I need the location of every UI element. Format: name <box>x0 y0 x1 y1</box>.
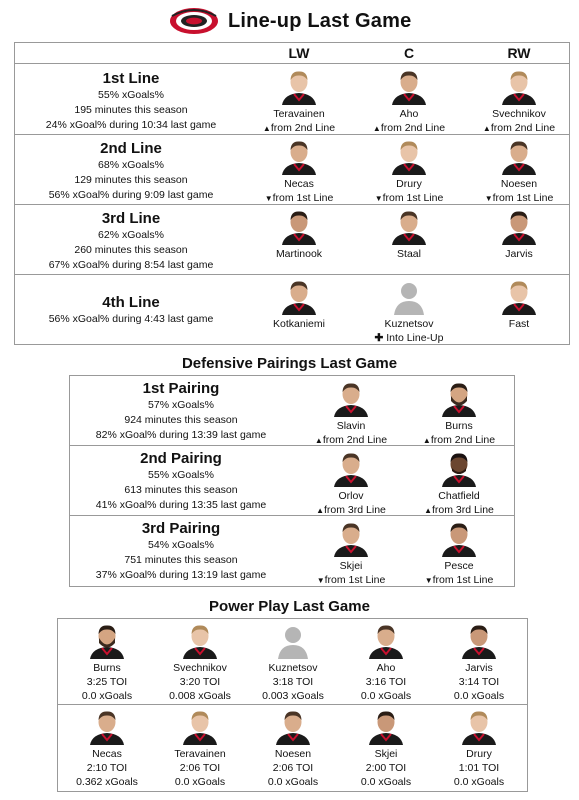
player-headshot-icon <box>440 519 478 557</box>
line-change-note: ▼from 1st Line <box>374 192 444 204</box>
expected-goals: 0.0 xGoals <box>81 690 133 702</box>
line-stat: 260 minutes this season <box>74 244 188 256</box>
column-header-lw: LW <box>288 45 310 61</box>
player-headshot-icon <box>440 449 478 487</box>
player-card <box>243 207 355 261</box>
player-headshot-icon <box>390 137 428 175</box>
player-card <box>243 277 355 331</box>
forward-lines-table <box>14 42 570 345</box>
pair-stat: 751 minutes this season <box>124 554 238 566</box>
defense-pair-row <box>70 446 514 516</box>
player-name: Drury <box>396 178 422 190</box>
player-card <box>295 519 407 588</box>
player-name: Martinook <box>275 248 323 260</box>
expected-goals: 0.362 xGoals <box>76 776 138 788</box>
player-name: Kuznetsov <box>384 318 434 330</box>
player-headshot-icon <box>460 621 498 659</box>
player-name: Teravainen <box>174 748 226 760</box>
line-info <box>15 139 247 203</box>
player-name: Teravainen <box>273 108 325 120</box>
column-header-rw: RW <box>507 45 531 61</box>
player-headshot-icon <box>367 707 405 745</box>
player-name: Drury <box>466 748 492 760</box>
player-headshot-icon <box>332 449 370 487</box>
player-card <box>295 449 407 518</box>
player-card <box>463 277 575 331</box>
line-info <box>15 209 247 273</box>
line-stat: 62% xGoals% <box>98 229 164 241</box>
player-name: Fast <box>508 318 530 330</box>
forward-line-row <box>15 65 569 135</box>
line-stat: 55% xGoals% <box>98 89 164 101</box>
time-on-ice: 1:01 TOI <box>458 762 500 774</box>
pair-stat: 613 minutes this season <box>124 484 238 496</box>
powerplay-section-title: Power Play Last Game <box>209 598 370 615</box>
player-headshot-icon <box>280 277 318 315</box>
pair-stat: 924 minutes this season <box>124 414 238 426</box>
player-name: Chatfield <box>438 490 480 502</box>
player-name: Jarvis <box>505 248 533 260</box>
arrow-up-icon: ▲ <box>316 506 325 515</box>
plus-icon: ✚ <box>374 332 384 344</box>
player-headshot-icon <box>274 707 312 745</box>
time-on-ice: 3:25 TOI <box>86 676 128 688</box>
player-headshot-icon <box>280 67 318 105</box>
arrow-up-icon: ▲ <box>262 124 271 133</box>
powerplay-table <box>57 618 528 792</box>
player-name: Skjei <box>374 748 398 760</box>
arrow-up-icon: ▲ <box>422 436 431 445</box>
time-on-ice: 2:06 TOI <box>272 762 314 774</box>
player-headshot-icon <box>280 207 318 245</box>
player-name: Burns <box>445 420 473 432</box>
arrow-down-icon: ▼ <box>374 194 383 203</box>
player-name: Svechnikov <box>492 108 546 120</box>
forward-line-row <box>15 275 569 346</box>
line-change-note: ▼from 1st Line <box>316 574 386 586</box>
powerplay-player-card <box>154 621 246 703</box>
player-headshot-icon <box>500 207 538 245</box>
line-change-note: ▲from 2nd Line <box>482 122 556 134</box>
player-card <box>353 67 465 136</box>
time-on-ice: 2:10 TOI <box>86 762 128 774</box>
player-card <box>403 519 515 588</box>
arrow-up-icon: ▲ <box>424 506 433 515</box>
line-stat: 56% xGoal% during 4:43 last game <box>48 313 214 325</box>
player-headshot-icon <box>332 519 370 557</box>
powerplay-player-card <box>433 707 525 789</box>
player-card <box>295 379 407 448</box>
arrow-down-icon: ▼ <box>424 576 433 585</box>
powerplay-player-card <box>154 707 246 789</box>
player-headshot-icon <box>390 207 428 245</box>
player-name: Necas <box>92 748 122 760</box>
defense-pair-row <box>70 516 514 586</box>
forward-line-row <box>15 205 569 275</box>
player-headshot-icon <box>88 621 126 659</box>
pair-info <box>70 379 292 443</box>
player-headshot-icon <box>88 707 126 745</box>
time-on-ice: 2:06 TOI <box>179 762 221 774</box>
player-name: Noesen <box>274 748 312 760</box>
line-stat: 129 minutes this season <box>74 174 188 186</box>
line-change-note: ▲from 2nd Line <box>262 122 336 134</box>
powerplay-player-card <box>433 621 525 703</box>
player-card <box>463 67 575 136</box>
pair-stat: 37% xGoal% during 13:19 last game <box>95 569 267 581</box>
expected-goals: 0.0 xGoals <box>360 690 412 702</box>
line-stat: 195 minutes this season <box>74 104 188 116</box>
player-name: Skjei <box>339 560 363 572</box>
time-on-ice: 3:20 TOI <box>179 676 221 688</box>
expected-goals: 0.0 xGoals <box>453 690 505 702</box>
player-name: Noesen <box>500 178 538 190</box>
player-headshot-icon <box>440 379 478 417</box>
pair-info <box>70 519 292 583</box>
player-headshot-icon <box>181 621 219 659</box>
player-card <box>463 137 575 206</box>
line-name: 2nd Line <box>100 140 162 157</box>
powerplay-unit-row <box>58 619 527 705</box>
player-name: Svechnikov <box>173 662 227 674</box>
pair-stat: 57% xGoals% <box>148 399 214 411</box>
pair-info <box>70 449 292 513</box>
line-change-note: ▼from 1st Line <box>484 192 554 204</box>
line-change-note: ▼from 1st Line <box>264 192 334 204</box>
player-placeholder-icon <box>274 621 312 659</box>
time-on-ice: 2:00 TOI <box>365 762 407 774</box>
player-headshot-icon <box>280 137 318 175</box>
player-placeholder-icon <box>390 277 428 315</box>
player-name: Slavin <box>336 420 366 432</box>
player-name: Pesce <box>444 560 474 572</box>
player-card <box>403 379 515 448</box>
powerplay-unit-row <box>58 705 527 791</box>
line-stat: 68% xGoals% <box>98 159 164 171</box>
forward-line-row <box>15 135 569 205</box>
time-on-ice: 3:14 TOI <box>458 676 500 688</box>
player-headshot-icon <box>500 277 538 315</box>
pair-stat: 82% xGoal% during 13:39 last game <box>95 429 267 441</box>
player-name: Orlov <box>338 490 364 502</box>
line-info <box>15 69 247 133</box>
line-change-note: ▲from 2nd Line <box>314 434 388 446</box>
expected-goals: 0.003 xGoals <box>262 690 324 702</box>
player-name: Aho <box>399 108 419 120</box>
player-name: Burns <box>93 662 121 674</box>
powerplay-player-card <box>247 707 339 789</box>
expected-goals: 0.008 xGoals <box>169 690 231 702</box>
expected-goals: 0.0 xGoals <box>267 776 319 788</box>
player-headshot-icon <box>181 707 219 745</box>
pair-name: 3rd Pairing <box>141 520 221 537</box>
player-card <box>243 137 355 206</box>
column-header-c: C <box>403 45 415 61</box>
line-stat: 56% xGoal% during 9:09 last game <box>48 189 214 201</box>
powerplay-player-card <box>61 621 153 703</box>
line-name: 3rd Line <box>101 210 161 227</box>
line-change-note: ✚ Into Line-Up <box>374 332 444 344</box>
line-change-note: ▲from 2nd Line <box>422 434 496 446</box>
defensive-section-title: Defensive Pairings Last Game <box>181 355 398 372</box>
powerplay-player-card <box>61 707 153 789</box>
player-card <box>353 137 465 206</box>
arrow-up-icon: ▲ <box>314 436 323 445</box>
pair-stat: 41% xGoal% during 13:35 last game <box>95 499 267 511</box>
powerplay-player-card <box>247 621 339 703</box>
player-headshot-icon <box>500 137 538 175</box>
team-logo-icon <box>168 6 220 36</box>
pair-stat: 55% xGoals% <box>148 469 214 481</box>
line-change-note: ▲from 3rd Line <box>316 504 386 516</box>
pair-name: 2nd Pairing <box>140 450 222 467</box>
player-card <box>353 277 465 345</box>
expected-goals: 0.0 xGoals <box>453 776 505 788</box>
player-name: Kuznetsov <box>268 662 318 674</box>
page-title: Line-up Last Game <box>228 9 412 32</box>
line-change-note: ▲from 3rd Line <box>424 504 494 516</box>
line-info <box>15 293 247 327</box>
player-card <box>243 67 355 136</box>
player-name: Kotkaniemi <box>273 318 325 330</box>
time-on-ice: 3:16 TOI <box>365 676 407 688</box>
powerplay-player-card <box>340 621 432 703</box>
player-card <box>403 449 515 518</box>
player-card <box>353 207 465 261</box>
expected-goals: 0.0 xGoals <box>360 776 412 788</box>
player-card <box>463 207 575 261</box>
line-stat: 24% xGoal% during 10:34 last game <box>45 119 217 131</box>
arrow-down-icon: ▼ <box>484 194 493 203</box>
player-name: Staal <box>397 248 421 260</box>
player-name: Aho <box>376 662 396 674</box>
line-name: 1st Line <box>102 70 160 87</box>
line-name: 4th Line <box>102 294 160 311</box>
line-change-note: ▼from 1st Line <box>424 574 494 586</box>
defense-pair-row <box>70 376 514 446</box>
player-name: Jarvis <box>465 662 493 674</box>
arrow-up-icon: ▲ <box>372 124 381 133</box>
time-on-ice: 3:18 TOI <box>272 676 314 688</box>
defensive-pairings-table <box>69 375 515 587</box>
player-name: Necas <box>284 178 314 190</box>
arrow-up-icon: ▲ <box>482 124 491 133</box>
player-headshot-icon <box>332 379 370 417</box>
line-change-note: ▲from 2nd Line <box>372 122 446 134</box>
player-headshot-icon <box>367 621 405 659</box>
pair-name: 1st Pairing <box>142 380 220 397</box>
player-headshot-icon <box>460 707 498 745</box>
line-stat: 67% xGoal% during 8:54 last game <box>48 259 214 271</box>
arrow-down-icon: ▼ <box>316 576 325 585</box>
player-headshot-icon <box>500 67 538 105</box>
powerplay-player-card <box>340 707 432 789</box>
expected-goals: 0.0 xGoals <box>174 776 226 788</box>
title-row <box>0 6 579 40</box>
arrow-down-icon: ▼ <box>264 194 273 203</box>
pair-stat: 54% xGoals% <box>148 539 214 551</box>
player-headshot-icon <box>390 67 428 105</box>
